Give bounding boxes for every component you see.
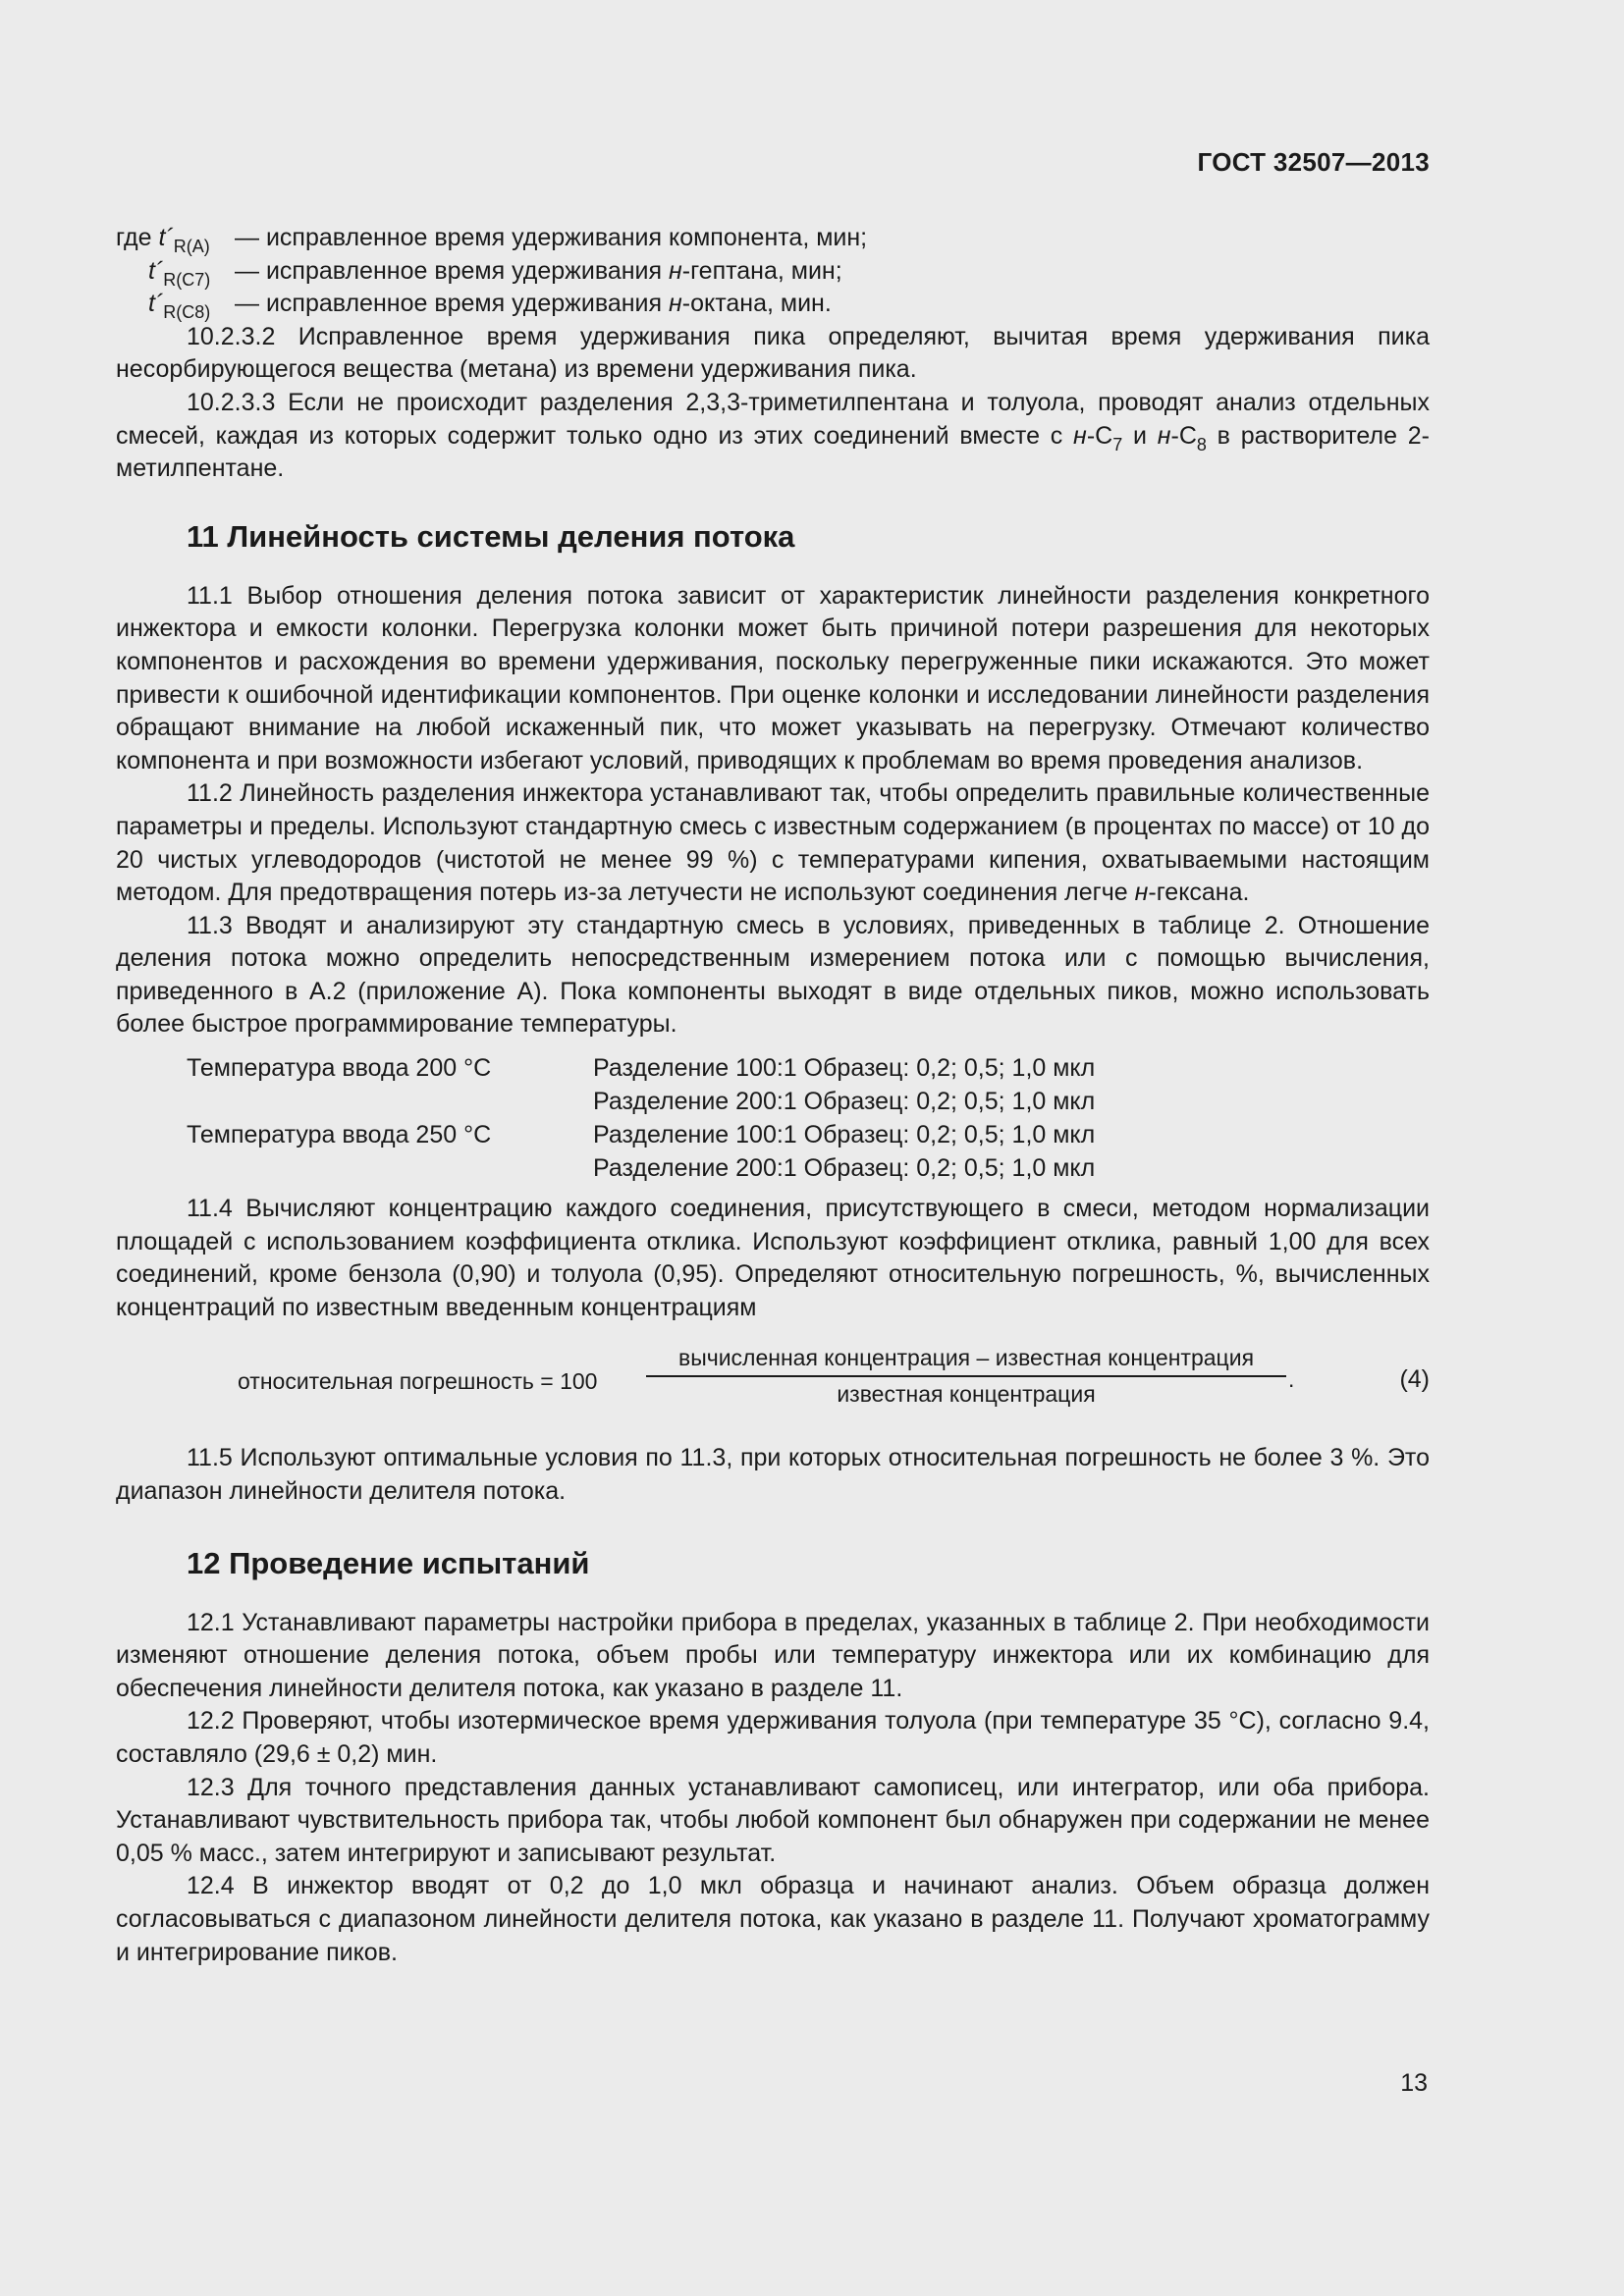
section-12-title: 12 Проведение испытаний [187,1545,590,1580]
paragraph-12-1: 12.1 Устанавливают параметры настройки прибора в пределах, указанных в таблице 2. При необходимости изменяют отношение деления потока, объем пробы или температуру инжектора или их комбинацию для обеспечения линейности делителя потока, как указано в разделе 11. [116,1608,1430,1702]
paragraph-11-1: 11.1 Выбор отношения деления потока зависит от характеристик линейности разделения конкретного инжектора и емкости колонки. Перегрузка колонки может быть причиной потери разрешения для некоторых компонентов и расхождения во времени удерживания, поскольку перегруженные пики искажаются. Это может привести к ошибочной идентификации компонентов. При оценке колонки и исследовании линейности разделения обращают внимание на любой искаженный пик, что может указывать на перегрузку. Отмечают количество компонента и при возможности избегают условий, приводящих к проблемам во время проведения анализов. [116,581,1430,774]
paragraph-11-5: 11.5 Используют оптимальные условия по 11.3, при которых относительная погрешность не более 3 %. Это диапазон линейности делителя потока. [116,1444,1430,1506]
paragraph-12-2: 12.2 Проверяют, чтобы изотермическое время удерживания толуола (при температуре 35 °С), согласно 9.4, составляло (29,6 ± 0,2) мин. [116,1707,1430,1768]
paragraph-11-4: 11.4 Вычисляют концентрацию каждого соединения, присутствующего в смеси, методом нормализации площадей с использованием коэффициента отклика. Используют коэффициент отклика, равный 1,00 для всех соединений, кроме бензола (0,90) и толуола (0,95). Определяют относительную погрешность, %, вычисленных концентраций по известным введенным концентрациям [116,1195,1430,1321]
formula-lhs: относительная погрешность = 100 [238,1368,598,1395]
paragraph-12-4: 12.4 В инжектор вводят от 0,2 до 1,0 мкл образца и начинают анализ. Объем образца должен согласовываться с диапазоном линейности делителя потока, как указано в разделе 11. Получают хроматограмму и интегрирование пиков. [116,1872,1430,1966]
temp-row: Разделение 200:1 Образец: 0,2; 0,5; 1,0 мкл [593,1088,1096,1116]
paragraph-10-2-3-3: 10.2.3.3 Если не происходит разделения 2,3,3-триметилпентана и толуола, проводят анализ отдельных смесей, каждая из которых содержит только одно из этих соединений вместе с $н-С_7$ и $н-С_8$ в растворителе 2-метилпентане. [116,388,1430,483]
page-number: 13 [1400,2069,1428,2097]
temp-row: Температура ввода 200 °С Разделение 100:1 Образец: 0,2; 0,5; 1,0 мкл [187,1054,1096,1083]
paragraph-12-3: 12.3 Для точного представления данных устанавливают самописец, или интегратор, или оба прибора. Устанавливают чувствительность прибора так, чтобы любой компонент был обнаружен при содержании не менее 0,05 % масс., затем интегрируют и записывают результат. [116,1773,1430,1867]
paragraph-11-2: 11.2 Линейность разделения инжектора устанавливают так, чтобы определить правильные количественные параметры и пределы. Используют стандартную смесь с известным содержанием (в процентах по массе) от 10 до 20 чистых углеводородов (чистотой не менее 99 %) с температурами кипения, охватываемыми настоящим методом. Для предотвращения потерь из-за летучести не используют соединения легче н-гексана. [116,779,1430,907]
formula-end: . [1288,1366,1295,1393]
equation-number: (4) [1399,1365,1430,1394]
definition-row-c7: $t´_{R(C7)}$ — исправленное время удерживания н-гептана, мин; [148,256,842,290]
page-content [116,222,1430,1969]
paragraph-10-2-3-2: 10.2.3.2 Исправленное время удерживания пика определяют, вычитая время удерживания пика несорбирующегося вещества (метана) из времени удерживания пика. [116,322,1430,384]
injection-temperature-list [187,1051,1430,1185]
section-11-title: 11 Линейность системы деления потока [187,518,795,554]
paragraph-11-3: 11.3 Вводят и анализируют эту стандартную смесь в условиях, приведенных в таблице 2. Отношение деления потока можно определить непосредственным измерением потока или с помощью вычисления, приведенного в А.2 (приложение А). Пока компоненты выходят в виде отдельных пиков, можно использовать более быстрое программирование температуры. [116,911,1430,1039]
temp-row: Разделение 200:1 Образец: 0,2; 0,5; 1,0 мкл [593,1154,1096,1183]
definition-row-a: где $t´_{R(A)}$ — исправленное время удерживания компонента, мин; [116,224,868,256]
formula-numerator: вычисленная концентрация – известная концентрация [646,1342,1286,1377]
document-header: ГОСТ 32507—2013 [1197,147,1430,177]
temp-row: Температура ввода 250 °С Разделение 100:1 Образец: 0,2; 0,5; 1,0 мкл [187,1121,1096,1149]
definition-row-c8: $t´_{R(C8)}$ — исправленное время удерживания н-октана, мин. [148,290,832,323]
formula-denominator: известная концентрация [837,1381,1096,1408]
formula-4 [116,1342,1430,1426]
